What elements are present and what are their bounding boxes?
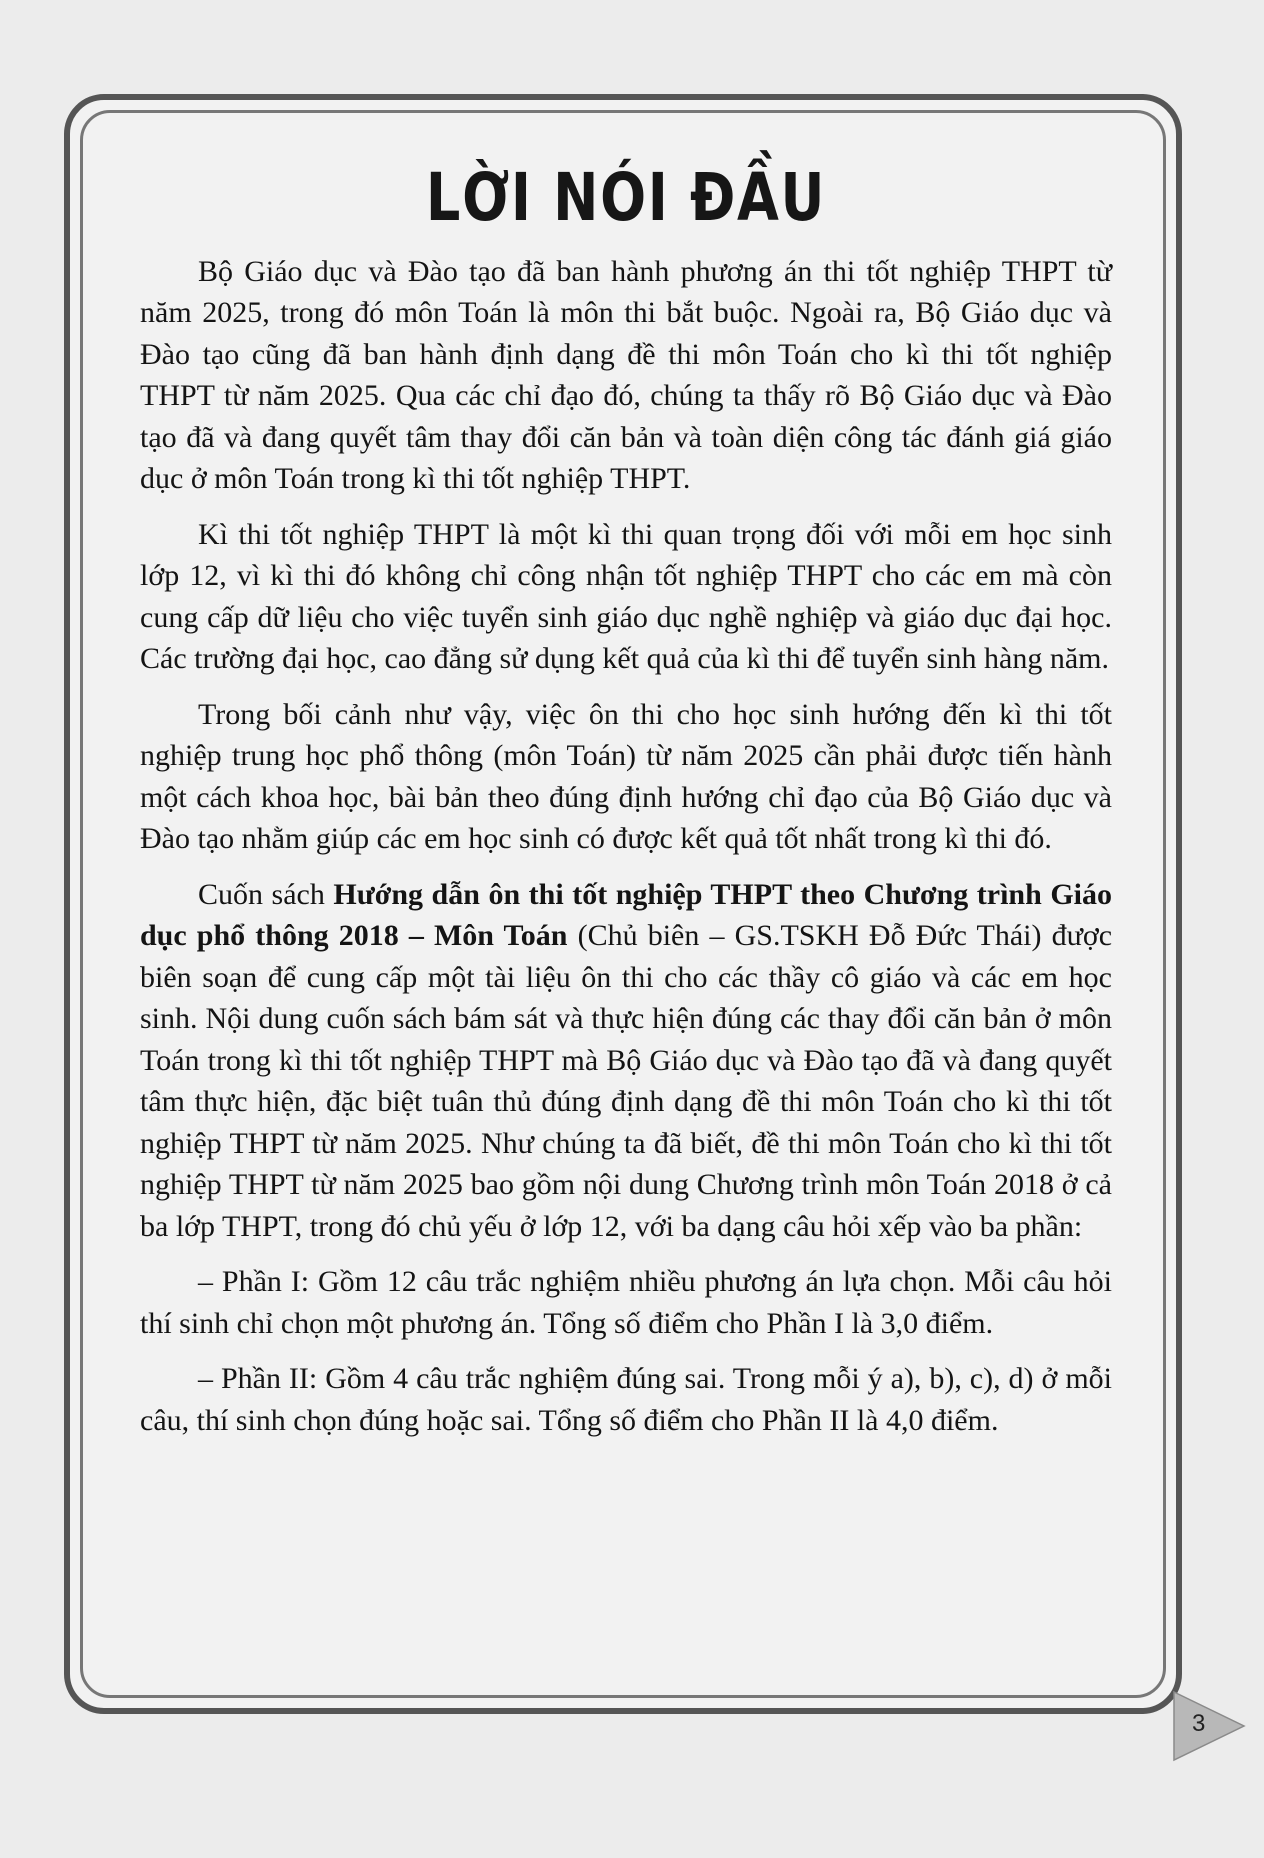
paragraph-4 <box>140 874 1112 1248</box>
page-number-badge <box>1170 1690 1246 1762</box>
page-arrow-icon <box>1170 1690 1246 1762</box>
paragraph-part-1: – Phần I: Gồm 12 câu trắc nghiệm nhiều phương án lựa chọn. Mỗi câu hỏi thí sinh chỉ chọn một phương án. Tổng số điểm cho Phần I là 3,0 điểm. <box>140 1265 1112 1340</box>
paragraph-2: Kì thi tốt nghiệp THPT là một kì thi quan trọng đối với mỗi em học sinh lớp 12, vì kì thi đó không chỉ công nhận tốt nghiệp THPT cho các em mà còn cung cấp dữ liệu cho việc tuyển sinh giáo dục nghề nghiệp và giáo dục đại học. Các trường đại học, cao đẳng sử dụng kết quả của kì thi để tuyển sinh hàng năm. <box>140 517 1112 676</box>
page-title: LỜI NÓI ĐẦU <box>425 159 827 236</box>
book-title: Hướng dẫn ôn thi tốt nghiệp THPT theo Chương trình Giáo dục phổ thông 2018 – Môn Toán <box>140 877 1112 953</box>
paragraph-3: Trong bối cảnh như vậy, việc ôn thi cho học sinh hướng đến kì thi tốt nghiệp trung học phổ thông (môn Toán) từ năm 2025 cần phải được tiến hành một cách khoa học, bài bản theo đúng định hướng chỉ đạo của Bộ Giáo dục và Đào tạo nhằm giúp các em học sinh có được kết quả tốt nhất trong kì thi đó. <box>140 697 1112 856</box>
paragraph-4-rest: (Chủ biên – GS.TSKH Đỗ Đức Thái) được biên soạn để cung cấp một tài liệu ôn thi cho các thầy cô giáo và các em học sinh. Nội dung cuốn sách bám sát và thực hiện đúng các thay đổi căn bản ở môn Toán trong kì thi tốt nghiệp THPT mà Bộ Giáo dục và Đào tạo đã và đang quyết tâm thực hiện, đặc biệt tuân thủ đúng định dạng đề thi môn Toán cho kì thi tốt nghiệp THPT từ năm 2025. Như chúng ta đã biết, đề thi môn Toán cho kì thi tốt nghiệp THPT từ năm 2025 bao gồm nội dung Chương trình môn Toán 2018 ở cả ba lớp THPT, trong đó chủ yếu ở lớp 12, với ba dạng câu hỏi xếp vào ba phần: <box>140 919 1113 1243</box>
page-content <box>140 159 1113 1455</box>
page-number: 3 <box>1192 1710 1206 1737</box>
paragraph-part-2: – Phần II: Gồm 4 câu trắc nghiệm đúng sai. Trong mỗi ý a), b), c), d) ở mỗi câu, thí sinh chọn đúng hoặc sai. Tổng số điểm cho Phần II là 4,0 điểm. <box>140 1362 1112 1437</box>
paragraph-1: Bộ Giáo dục và Đào tạo đã ban hành phương án thi tốt nghiệp THPT từ năm 2025, trong đó môn Toán là môn thi bắt buộc. Ngoài ra, Bộ Giáo dục và Đào tạo cũng đã ban hành định dạng đề thi môn Toán cho kì thi tốt nghiệp THPT từ năm 2025. Qua các chỉ đạo đó, chúng ta thấy rõ Bộ Giáo dục và Đào tạo đã và đang quyết tâm thay đổi căn bản và toàn diện công tác đánh giá giáo dục ở môn Toán trong kì thi tốt nghiệp THPT. <box>140 254 1112 496</box>
paragraph-4-lead: Cuốn sách <box>198 877 334 911</box>
